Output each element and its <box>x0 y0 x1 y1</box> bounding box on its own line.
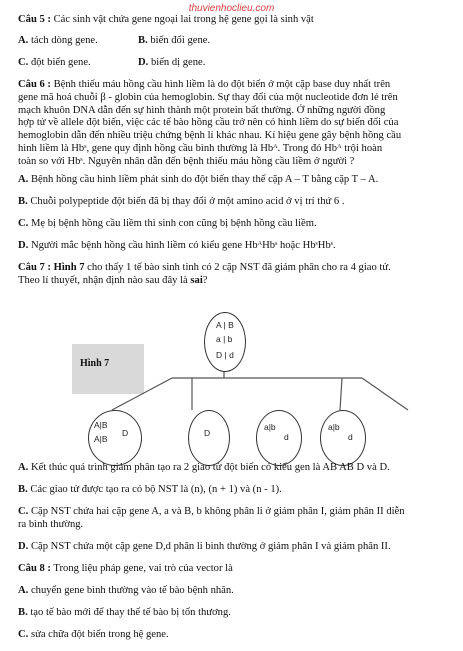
q5-option-c: C. đột biến gene. <box>18 57 91 68</box>
parent-chromosomes-bottom: D | d <box>216 350 234 360</box>
question-number: Câu 5 : <box>18 14 51 25</box>
q6-option-b: B. Chuỗi polypeptide đột biến đã bị thay đổi ở một amino acid ở vị trí thứ 6 . <box>18 196 345 207</box>
question-number: Câu 7 : <box>18 262 51 273</box>
q6-option-d: D. Người mắc bệnh hồng cầu hình liềm có kiểu gene HbᴬHbˢ hoặc HbˢHbˢ. <box>18 240 336 251</box>
question-number: Câu 6 : <box>18 79 51 90</box>
gamete-4-chromosome-d: d <box>348 432 353 442</box>
q5-option-d: D. biến dị gene. <box>138 57 206 68</box>
question-text: Các sinh vật chứa gene ngoại lai trong hệ gene gọi là sinh vật <box>50 14 314 25</box>
gamete-cell-3 <box>256 410 302 466</box>
q7-option-d: D. Cặp NST chứa một cặp gene D,d phân li bình thường ở giảm phân I và giảm phân II. <box>18 541 391 552</box>
question-5 <box>18 14 446 27</box>
gamete-3-chromosomes-ab: a|b <box>264 422 276 432</box>
q6-option-a: A. Bệnh hồng cầu hình liềm phát sinh do đột biến thay thế cặp A – T bằng cặp T – A. <box>18 174 379 185</box>
gamete-cell-2 <box>188 410 230 466</box>
parent-chromosomes-top: A | B <box>216 320 234 330</box>
gamete-cell-4 <box>320 410 366 466</box>
question-7: Câu 7 : Hình 7 cho thấy 1 tế bào sinh tinh có 2 cặp NST đã giảm phân cho ra 4 giao tử. Theo lí thuyết, nhận định nào sau đây là sai? <box>18 262 391 286</box>
q7-option-c: C. Cặp NST chứa hai cặp gene A, a và B, b không phân li ở giảm phân I, giảm phân II diễn ra bình thường. <box>18 506 405 530</box>
gamete-1-chromosomes-a: A|B <box>94 420 108 430</box>
q6-option-c: C. Mẹ bị bệnh hồng cầu liềm thì sinh con cũng bị bệnh hồng cầu liềm. <box>18 218 317 229</box>
q8-option-c: C. sửa chữa đột biến trong hệ gene. <box>18 629 169 640</box>
q5-option-a: A. tách dòng gene. <box>18 35 98 46</box>
figure-label: Hình 7 <box>80 358 110 369</box>
q5-option-b: B. biến đổi gene. <box>138 35 211 46</box>
question-6: Câu 6 : Bệnh thiếu máu hồng cầu hình liềm là do đột biến ở một cặp base duy nhất trên gene mã hoá chuỗi β - globin của hemoglobin. Sự thay đổi của một nucleotide đơn lẻ trên mạch khuôn DNA dẫn đến sự hình thành một protein bất thường. Ở những người đồng hợp tử về allele đột biến, việc các tế bào hồng cầu trở nên có hình liềm do sự biến đổi của hemoglobin dẫn đến nhiều triệu chứng bệnh lí khác nhau. Kí hiệu gene gây bệnh hồng cầu hình liềm là Hbˢ, gene quy định hồng cầu bình thường là Hbᴬ. Trong đó Hbᴬ trội hoàn toàn so với Hbˢ. Nguyên nhân dẫn đến bệnh thiếu máu hồng cầu liềm ở người ? <box>18 79 402 167</box>
gamete-2-chromosome-d: D <box>204 428 211 438</box>
gamete-3-chromosome-d: d <box>284 432 289 442</box>
q8-option-b: B. tạo tế bào mới để thay thế tế bào bị tổn thương. <box>18 607 231 618</box>
q8-option-a: A. chuyển gene bình thường vào tế bào bệnh nhân. <box>18 585 234 596</box>
parent-chromosomes-mid: a | b <box>216 334 233 344</box>
q7-option-a: A. Kết thúc quá trình giảm phân tạo ra 2 giao tử đột biến có kiểu gen là AB AB D và D. <box>18 462 390 473</box>
figure-7-meiosis-diagram <box>72 312 432 467</box>
q7-option-b: B. Các giao tử được tạo ra có bộ NST là (n), (n + 1) và (n - 1). <box>18 484 282 495</box>
gamete-1-chromosomes-b: A|B <box>94 434 108 444</box>
question-8: Câu 8 : Trong liệu pháp gene, vai trò của vector là <box>18 563 233 574</box>
watermark: thuvienhoclieu.com <box>188 3 275 14</box>
gamete-4-chromosomes-ab: a|b <box>328 422 340 432</box>
question-number: Câu 8 : <box>18 563 51 574</box>
gamete-1-chromosome-d: D <box>122 428 129 438</box>
